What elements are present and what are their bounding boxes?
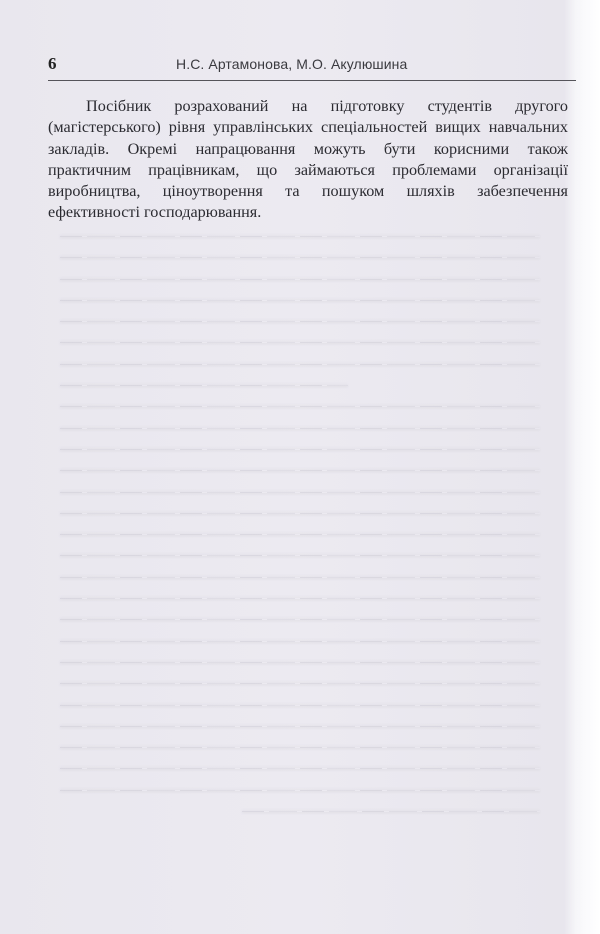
page-header	[48, 54, 576, 82]
paragraph: Посібник розрахований на підготовку студентів другого (магістерського) рівня управлінських спеціальностей вищих навчальних закладів. Окремі напрацювання можуть бути корисними також практичним працівникам, що займаються проблемами організації виробництва, ціноутворення та пошуком шляхів забезпечення ефективності господарювання.	[48, 97, 568, 222]
body-text	[48, 96, 568, 224]
running-head-authors: Н.С. Артамонова, М.О. Акулюшина	[176, 56, 408, 72]
page-number: 6	[48, 54, 57, 73]
header-rule	[48, 80, 576, 81]
page-edge	[580, 0, 600, 934]
reverse-side-bleed-through	[60, 236, 540, 836]
